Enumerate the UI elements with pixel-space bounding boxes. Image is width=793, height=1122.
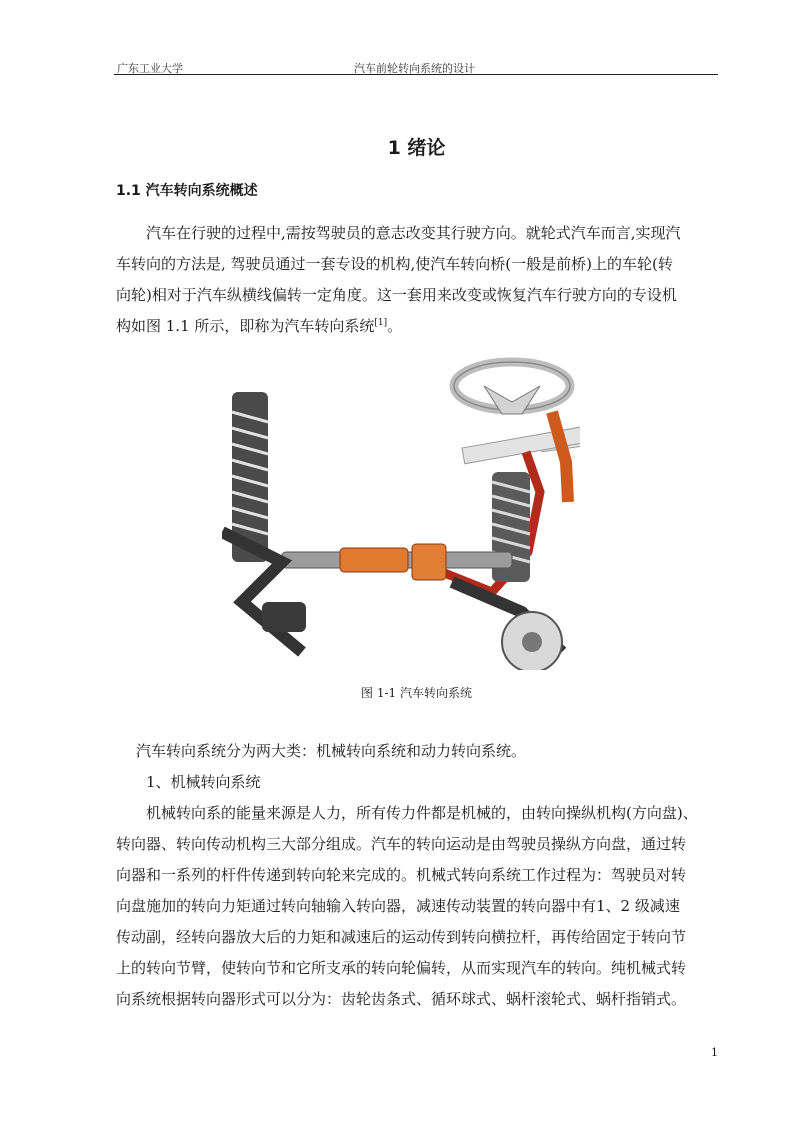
subheading-mechanical: 1、机械转向系统 <box>146 773 261 791</box>
intro-line: 向轮)相对于汽车纵横线偏转一定角度。这一套用来改变或恢复汽车行驶方向的专设机 <box>116 286 677 304</box>
header-university: 广东工业大学 <box>117 62 183 75</box>
page-number: 1 <box>711 1046 718 1059</box>
intro-line: 汽车在行驶的过程中,需按驾驶员的意志改变其行驶方向。就轮式汽车而言,实现汽 <box>146 224 681 242</box>
intro-paragraph <box>116 218 718 342</box>
header-rule <box>114 74 718 75</box>
chapter-title: 1 绪论 <box>387 137 446 159</box>
body-paragraph <box>116 798 718 1015</box>
body-line: 传动副，经转向器放大后的力矩和减速后的运动传到转向横拉杆，再传给固定于转向节 <box>116 928 687 946</box>
steering-system-figure <box>222 352 580 670</box>
body-line: 向盘施加的转向力矩通过转向轴输入转向器，减速传动装置的转向器中有1、2 级减速 <box>116 897 680 915</box>
body-line: 上的转向节臂，使转向节和它所支承的转向轮偏转，从而实现汽车的转向。纯机械式转 <box>116 959 687 977</box>
citation-marker: [1] <box>374 318 388 328</box>
section-title: 1.1 汽车转向系统概述 <box>116 183 258 199</box>
classification-text: 汽车转向系统分为两大类：机械转向系统和动力转向系统。 <box>136 742 527 760</box>
body-line: 转向器、转向传动机构三大部分组成。汽车的转向运动是由驾驶员操纵方向盘，通过转 <box>116 835 687 853</box>
intro-line-text: 构如图 1.1 所示，即称为汽车转向系统 <box>116 317 375 335</box>
body-line: 机械转向系的能量来源是人力，所有传力件都是机械的，由转向操纵机构(方向盘)、 <box>146 804 698 822</box>
intro-line: 车转向的方法是, 驾驶员通过一套专设的机构,使汽车转向桥(一般是前桥)上的车轮(转 <box>116 255 673 273</box>
intro-line-end: 。 <box>387 317 403 335</box>
figure-caption: 图 1-1 汽车转向系统 <box>361 686 472 700</box>
steering-system-illustration <box>222 352 580 670</box>
classification-paragraph <box>116 736 718 767</box>
body-line: 向系统根据转向器形式可以分为：齿轮齿条式、循环球式、蜗杆滚轮式、蜗杆指销式。 <box>116 990 687 1008</box>
header-thesis-title: 汽车前轮转向系统的设计 <box>354 62 475 75</box>
body-line: 向器和一系列的杆件传递到转向轮来完成的。机械式转向系统工作过程为：驾驶员对转 <box>116 866 687 884</box>
subheading-paragraph <box>116 767 718 798</box>
intro-line <box>116 311 718 342</box>
